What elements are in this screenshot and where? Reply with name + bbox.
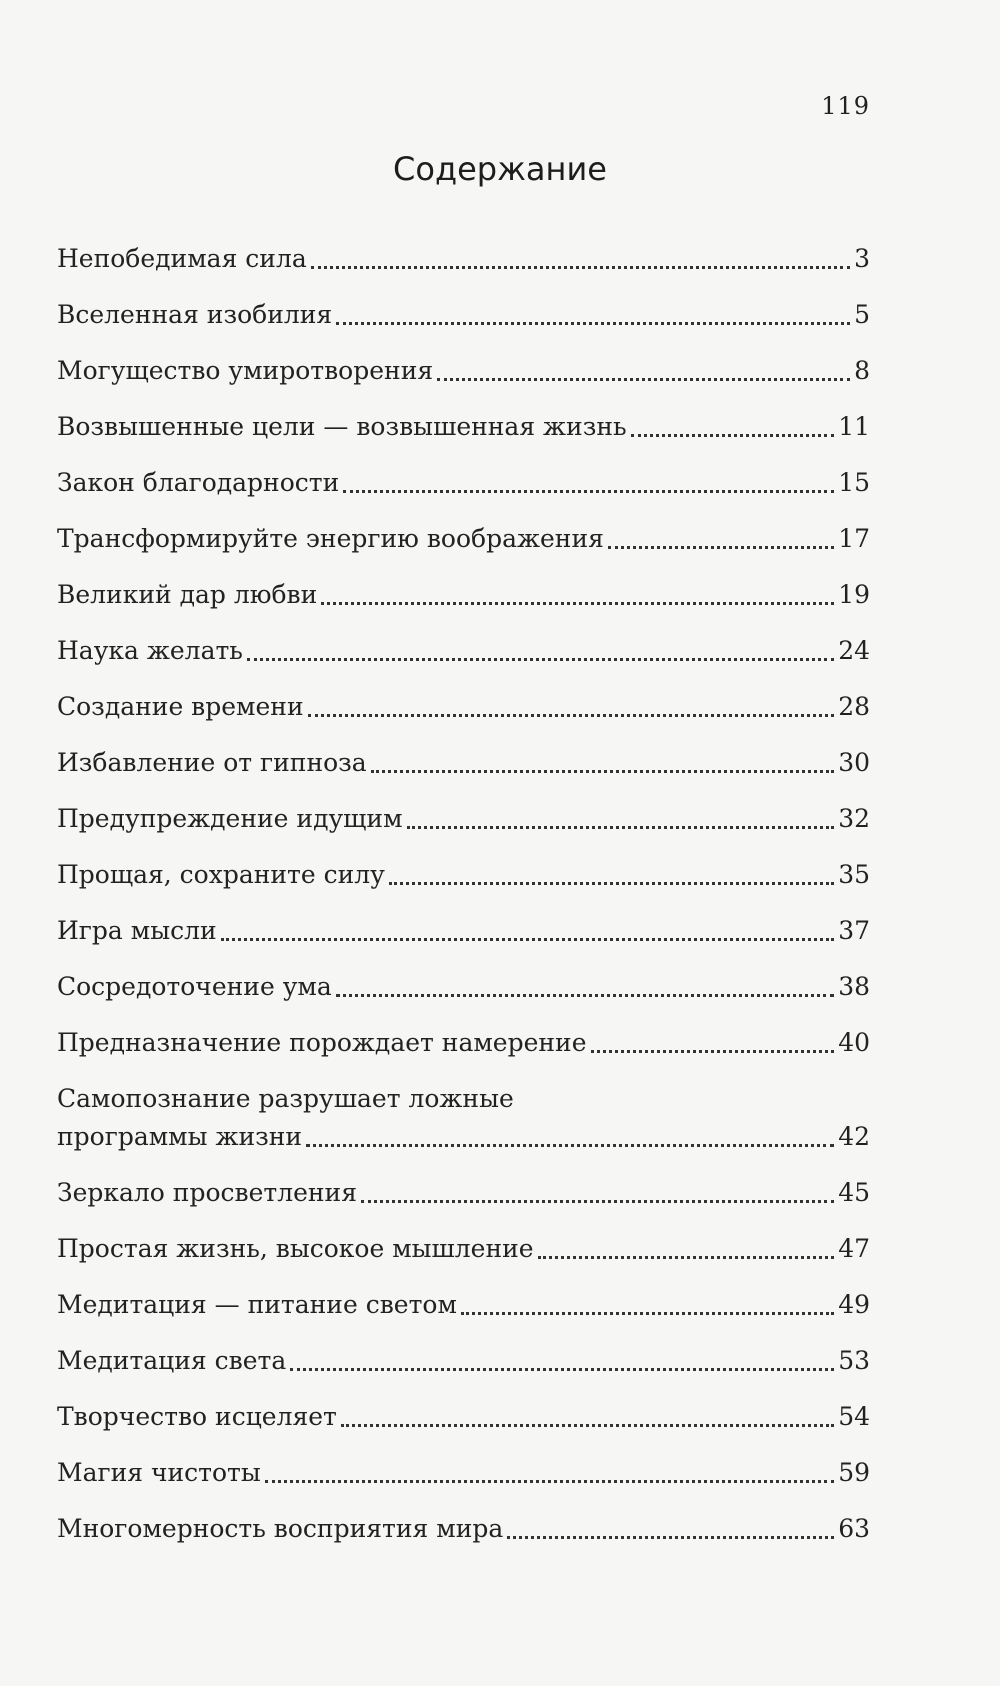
toc-entry — [57, 1024, 870, 1062]
dot-leader — [631, 434, 835, 437]
toc-entry-page: 38 — [838, 972, 870, 1001]
dot-leader — [538, 1256, 835, 1259]
dot-leader — [247, 658, 834, 661]
toc-entry-title: Медитация света — [57, 1346, 287, 1375]
dot-leader — [290, 1368, 834, 1371]
dot-leader — [321, 602, 834, 605]
toc-entry-title: Избавление от гипноза — [57, 748, 367, 777]
dot-leader — [221, 938, 835, 941]
toc-entry-title: Создание времени — [57, 692, 304, 721]
toc-entry-title: Творчество исцеляет — [57, 1402, 337, 1431]
toc-entry-page: 19 — [838, 580, 870, 609]
toc-entry-title: Сосредоточение ума — [57, 972, 332, 1001]
toc-entry — [57, 632, 870, 670]
toc-entry-title: Трансформируйте энергию воображения — [57, 524, 604, 553]
toc-entry-title: Наука желать — [57, 636, 243, 665]
toc-entry — [57, 1398, 870, 1436]
dot-leader — [306, 1144, 834, 1147]
toc-entry — [57, 1286, 870, 1324]
toc-entry-title: Закон благодарности — [57, 468, 340, 497]
toc-entry-title: Игра мысли — [57, 916, 217, 945]
toc-entry — [57, 408, 870, 446]
dot-leader — [343, 490, 834, 493]
dot-leader — [336, 994, 834, 997]
toc-entry — [57, 968, 870, 1006]
toc-entry-page: 53 — [838, 1346, 870, 1375]
toc-entry-title-line2: программы жизни — [57, 1122, 303, 1151]
toc-entry-title: Медитация — питание светом — [57, 1290, 457, 1319]
toc-entry — [57, 1230, 870, 1268]
toc-entry-page: 15 — [838, 468, 870, 497]
toc-entry — [57, 576, 870, 614]
toc-entry-title: Зеркало просветления — [57, 1178, 357, 1207]
toc-entry-title: Магия чистоты — [57, 1458, 261, 1487]
toc-entry-page: 35 — [838, 860, 870, 889]
toc-entry — [57, 520, 870, 558]
dot-leader — [389, 882, 834, 885]
toc-entry-page: 59 — [838, 1458, 870, 1487]
toc-entry-title: Предупреждение идущим — [57, 804, 403, 833]
dot-leader — [591, 1050, 835, 1053]
toc-entry-title: Непобедимая сила — [57, 244, 307, 273]
dot-leader — [361, 1200, 834, 1203]
toc-entry-page: 49 — [838, 1290, 870, 1319]
dot-leader — [608, 546, 834, 549]
toc-entry — [57, 800, 870, 838]
toc-entry — [57, 464, 870, 502]
dot-leader — [341, 1424, 834, 1427]
toc-entry-page: 3 — [854, 244, 870, 273]
dot-leader — [461, 1312, 834, 1315]
toc-entry-title: Многомерность восприятия мира — [57, 1514, 504, 1543]
toc-entry-title: Возвышенные цели — возвышенная жизнь — [57, 412, 627, 441]
toc-entry — [57, 1454, 870, 1492]
toc-entry-title: Вселенная изобилия — [57, 300, 333, 329]
toc-entry — [57, 1342, 870, 1380]
toc-entry-last-line — [57, 1118, 870, 1156]
toc-entry-title-line1: Самопознание разрушает ложные — [57, 1084, 514, 1113]
toc-entry — [57, 912, 870, 950]
toc-entry — [57, 296, 870, 334]
toc-entry-title: Простая жизнь, высокое мышление — [57, 1234, 534, 1263]
toc-entry-page: 40 — [838, 1028, 870, 1057]
toc-entry-title: Предназначение порождает намерение — [57, 1028, 587, 1057]
toc-entry — [57, 240, 870, 278]
toc-entry-title: Великий дар любви — [57, 580, 318, 609]
page-number: 119 — [821, 92, 870, 120]
toc-entry-page: 11 — [838, 412, 870, 441]
table-of-contents — [57, 240, 870, 1566]
dot-leader — [265, 1480, 834, 1483]
toc-entry-page: 63 — [838, 1514, 870, 1543]
toc-entry — [57, 1510, 870, 1548]
toc-entry-page: 8 — [854, 356, 870, 385]
toc-entry-title: Прощая, сохраните силу — [57, 860, 385, 889]
toc-entry-page: 37 — [838, 916, 870, 945]
dot-leader — [336, 322, 850, 325]
toc-entry-page: 24 — [838, 636, 870, 665]
toc-entry — [57, 352, 870, 390]
toc-entry — [57, 1080, 870, 1156]
toc-entry-title: Могущество умиротворения — [57, 356, 434, 385]
toc-entry-page: 28 — [838, 692, 870, 721]
dot-leader — [308, 714, 835, 717]
toc-entry-page: 45 — [838, 1178, 870, 1207]
toc-entry-page: 54 — [838, 1402, 870, 1431]
toc-entry — [57, 688, 870, 726]
dot-leader — [371, 770, 834, 773]
toc-entry-page: 32 — [838, 804, 870, 833]
page-title: Содержание — [393, 150, 607, 188]
toc-entry — [57, 744, 870, 782]
toc-entry — [57, 856, 870, 894]
dot-leader — [437, 378, 850, 381]
toc-entry-page: 17 — [838, 524, 870, 553]
dot-leader — [507, 1536, 834, 1539]
toc-entry — [57, 1174, 870, 1212]
toc-entry-page: 5 — [854, 300, 870, 329]
toc-entry-page: 30 — [838, 748, 870, 777]
toc-entry-page: 47 — [838, 1234, 870, 1263]
toc-entry-page: 42 — [838, 1122, 870, 1151]
dot-leader — [311, 266, 850, 269]
dot-leader — [407, 826, 835, 829]
